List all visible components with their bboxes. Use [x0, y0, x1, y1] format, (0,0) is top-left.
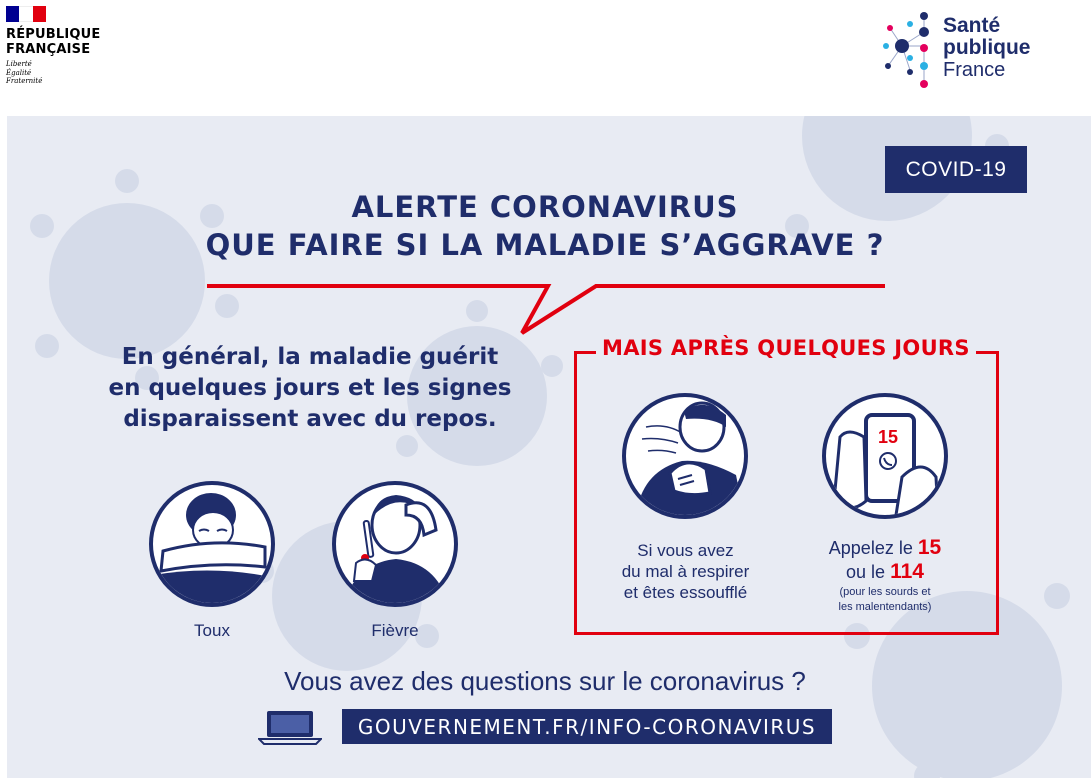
sante-publique-dots-icon [882, 6, 942, 92]
motto-egalite: Égalité [6, 68, 32, 77]
call-note-line2: les malentendants) [838, 601, 932, 613]
intro-line3: disparaissent avec du repos. [123, 406, 497, 432]
call-prefix-15: Appelez le [828, 538, 913, 558]
republique-francaise-logo [6, 6, 101, 86]
phone-icon [822, 393, 948, 519]
covid-badge: COVID-19 [885, 146, 1027, 193]
intro-text [90, 342, 530, 435]
intro-line2: en quelques jours et les signes [108, 375, 512, 401]
french-flag-icon [6, 6, 46, 22]
laptop-icon [258, 709, 322, 745]
warning-title: MAIS APRÈS QUELQUES JOURS [596, 336, 976, 360]
call-number-114: 114 [890, 560, 924, 583]
breathing-line1: Si vous avez [637, 541, 734, 560]
breathing-difficulty-icon [622, 393, 748, 519]
republique-line2: FRANÇAISE [6, 42, 91, 57]
spf-publique: publique [943, 36, 1031, 59]
call-note-line1: (pour les sourds et [839, 586, 931, 598]
spf-sante: Santé [943, 14, 1001, 37]
info-url-link[interactable]: GOUVERNEMENT.FR/INFO-CORONAVIRUS [342, 709, 832, 744]
spf-france: France [943, 59, 1006, 81]
intro-line1: En général, la maladie guérit [121, 344, 499, 370]
call-number-15: 15 [917, 536, 942, 559]
symptom-label-fievre: Fièvre [371, 621, 419, 640]
sante-publique-france-logo [882, 6, 1042, 92]
republique-line1: RÉPUBLIQUE [6, 27, 101, 42]
symptom-label-toux: Toux [194, 621, 230, 640]
phone-number: 15 [878, 427, 899, 447]
breathing-line3: et êtes essoufflé [623, 583, 748, 602]
motto-liberte: Liberté [6, 60, 32, 68]
title-line2: QUE FAIRE SI LA MALADIE S’AGGRAVE ? [205, 228, 885, 262]
call-prefix-114: ou le [846, 562, 886, 582]
breathing-text [598, 540, 773, 603]
motto-fraternite: Fraternité [6, 77, 43, 85]
footer-question: Vous avez des questions sur le coronavirus ? [284, 666, 806, 696]
cough-icon [149, 481, 275, 607]
title-line1: ALERTE CORONAVIRUS [351, 190, 739, 224]
call-instructions [800, 536, 970, 614]
republique-motto [6, 60, 101, 86]
fever-icon [332, 481, 458, 607]
header [0, 0, 1091, 116]
breathing-line2: du mal à respirer [621, 562, 750, 581]
